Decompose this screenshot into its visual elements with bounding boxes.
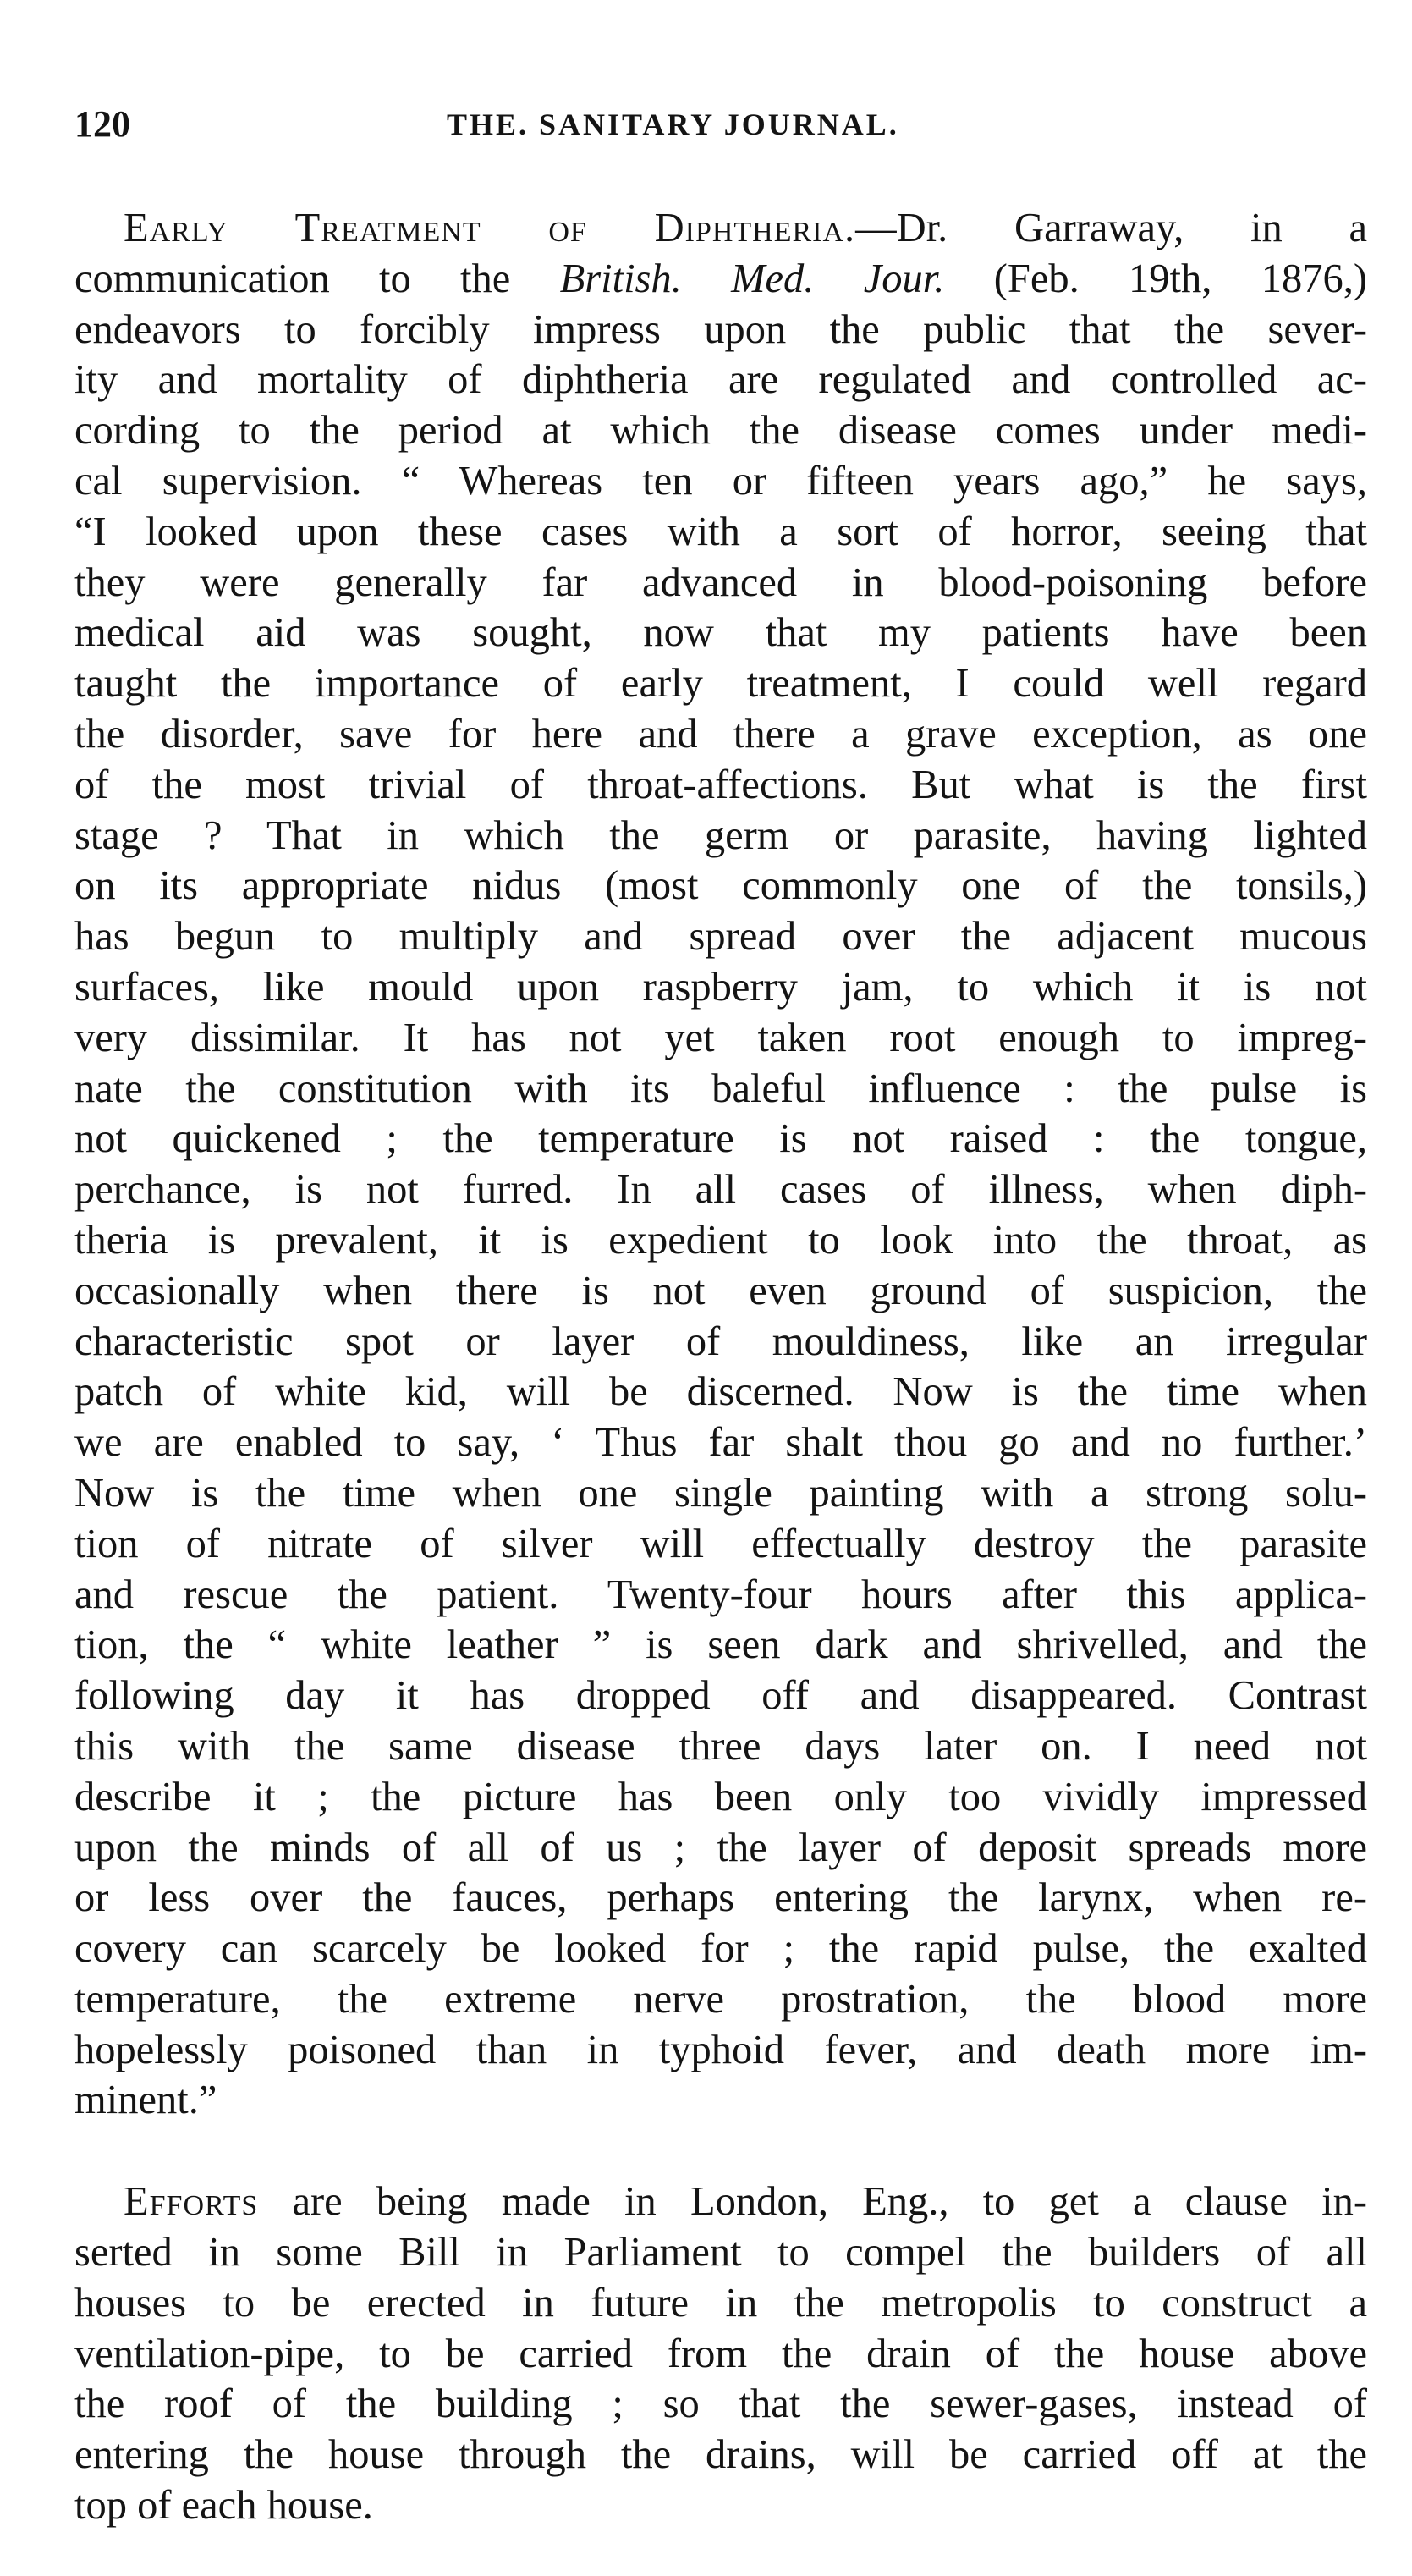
text-line: perchance, is not furred. In all cases of illness, when diph-: [74, 1167, 1367, 1213]
text-line: tion of nitrate of silver will effectually destroy the parasite: [74, 1521, 1367, 1566]
text-line: describe it ; the picture has been only too vividly impressed: [74, 1774, 1367, 1819]
text-line: upon the minds of all of us ; the layer of deposit spreads more: [74, 1825, 1367, 1870]
text-line: occasionally when there is not even ground of suspicion, the: [74, 1268, 1367, 1313]
article-efforts-ventilation-pipe: [74, 2177, 1367, 2531]
text-line: covery can scarcely be looked for ; the rapid pulse, the exalted: [74, 1926, 1367, 1972]
article-lead: Early Treatment of Diphtheria.: [124, 206, 856, 250]
text-line: ity and mortality of diphtheria are regulated and controlled ac-: [74, 357, 1367, 403]
page-number: 120: [74, 103, 130, 145]
text-line: minent.”: [74, 2078, 217, 2123]
text-line: Efforts are being made in London, Eng., to get a clause in-: [124, 2179, 1367, 2225]
text-line: Now is the time when one single painting with a strong solu-: [74, 1470, 1367, 1516]
text-line: nate the constitution with its baleful influence : the pulse is: [74, 1065, 1367, 1111]
text-line: houses to be erected in future in the metropolis to construct a: [74, 2280, 1367, 2326]
text-line: and rescue the patient. Twenty-four hours after this applica-: [74, 1571, 1367, 1617]
text-line: this with the same disease three days later on. I need not: [74, 1723, 1367, 1769]
text-line: top of each house.: [74, 2483, 373, 2529]
text-line: hopelessly poisoned than in typhoid fever, and death more im-: [74, 2027, 1367, 2072]
text-line: theria is prevalent, it is expedient to look into the throat, as: [74, 1217, 1367, 1263]
text-line: patch of white kid, will be discerned. Now is the time when: [74, 1369, 1367, 1415]
text-line: characteristic spot or layer of mouldiness, like an irregular: [74, 1318, 1367, 1364]
text-line: serted in some Bill in Parliament to compel the builders of all: [74, 2230, 1367, 2276]
text-line: ventilation-pipe, to be carried from the drain of the house above: [74, 2331, 1367, 2376]
journal-title: THE. SANITARY JOURNAL.: [447, 107, 899, 141]
article-lead: Efforts: [124, 2179, 259, 2225]
text-line: entering the house through the drains, will be carried off at the: [74, 2432, 1367, 2478]
text-line: the disorder, save for here and there a grave exception, as one: [74, 711, 1367, 757]
text-line: they were generally far advanced in blood-poisoning before: [74, 559, 1367, 605]
text-line: cal supervision. “ Whereas ten or fifteen years ago,” he says,: [74, 458, 1367, 504]
text-line: endeavors to forcibly impress upon the public that the sever-: [74, 306, 1367, 352]
text-line: we are enabled to say, ‘ Thus far shalt thou go and no further.’: [74, 1420, 1367, 1466]
text-line: Early Treatment of Diphtheria.—Dr. Garraway, in a: [124, 206, 1367, 250]
text-line: the roof of the building ; so that the sewer-gases, instead of: [74, 2381, 1367, 2427]
italic-citation: British. Med. Jour.: [559, 256, 945, 301]
text-line: temperature, the extreme nerve prostration, the blood more: [74, 1976, 1367, 2022]
text-line: surfaces, like mould upon raspberry jam, to which it is not: [74, 964, 1367, 1010]
text-line: cording to the period at which the disease comes under medi-: [74, 408, 1367, 454]
text-line: of the most trivial of throat-affections. But what is the first: [74, 762, 1367, 807]
text-line: or less over the fauces, perhaps entering the larynx, when re-: [74, 1875, 1367, 1921]
text-line: tion, the “ white leather ” is seen dark and shrivelled, and the: [74, 1622, 1367, 1668]
text-line: very dissimilar. It has not yet taken root enough to impreg-: [74, 1015, 1367, 1060]
text-line: “I looked upon these cases with a sort of horror, seeing that: [74, 509, 1367, 554]
text-line: taught the importance of early treatment, I could well regard: [74, 661, 1367, 707]
running-head: [74, 95, 1367, 154]
text-line: stage ? That in which the germ or parasite, having lighted: [74, 812, 1367, 858]
text-line: on its appropriate nidus (most commonly one of the tonsils,): [74, 863, 1367, 909]
article-early-treatment-of-diphtheria: [74, 203, 1367, 2126]
text-line: has begun to multiply and spread over the adjacent mucous: [74, 914, 1367, 960]
text-line: not quickened ; the temperature is not raised : the tongue,: [74, 1116, 1367, 1162]
text-line: communication to the British. Med. Jour. (Feb. 19th, 1876,): [74, 256, 1367, 301]
page: [74, 95, 1367, 2531]
text-line: medical aid was sought, now that my patients have been: [74, 610, 1367, 656]
text-line: following day it has dropped off and disappeared. Contrast: [74, 1673, 1367, 1719]
